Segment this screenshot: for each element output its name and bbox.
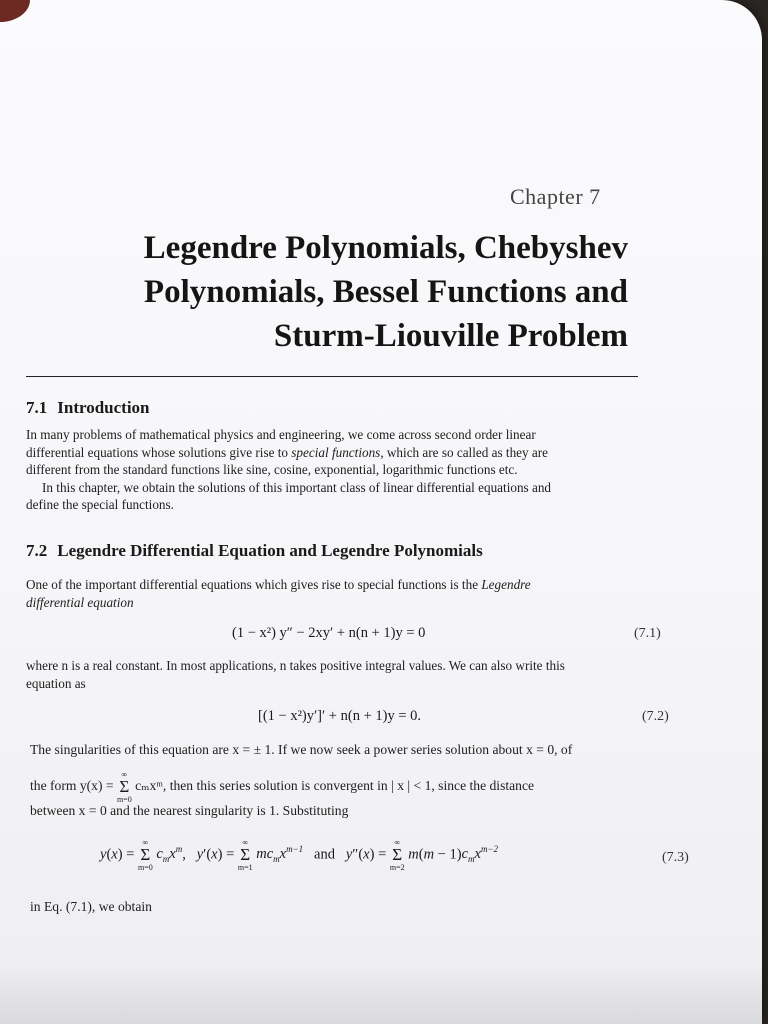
text-line: In many problems of mathematical physics and engineering, we come across second order linear bbox=[26, 427, 536, 442]
section-number: 7.2 bbox=[26, 541, 48, 560]
closing-line: in Eq. (7.1), we obtain bbox=[30, 899, 152, 914]
section-number: 7.1 bbox=[26, 398, 48, 417]
equation-7-1: (1 − x²) y″ − 2xy′ + n(n + 1)y = 0 bbox=[232, 625, 426, 641]
equation-number-7-3: (7.3) bbox=[662, 850, 689, 865]
text-line: different from the standard functions like sine, cosine, exponential, logarithmic functions etc. bbox=[26, 462, 518, 477]
section-heading-7-1 bbox=[26, 398, 150, 418]
text-line: One of the important differential equations which gives rise to special functions is the Legendre bbox=[26, 577, 531, 592]
section-heading-7-2 bbox=[26, 541, 483, 561]
summation-symbol: ∞ Σ m=0 bbox=[116, 770, 132, 804]
page-bottom-shadow bbox=[0, 964, 762, 1024]
section-title: Introduction bbox=[57, 398, 150, 417]
emphasis: special functions bbox=[291, 444, 381, 460]
title-line-2: Polynomials, Bessel Functions and bbox=[143, 274, 628, 310]
constant-paragraph bbox=[26, 657, 672, 692]
equation-number-7-2: (7.2) bbox=[642, 709, 669, 724]
text-line: where n is a real constant. In most applications, n takes positive integral values. We can also write this bbox=[26, 658, 565, 673]
series-form-line: the form y(x) = ∞ Σ m=0 cₘxᵐ, then this series solution is convergent in | x | < 1, since the distance bbox=[30, 770, 535, 804]
section-title: Legendre Differential Equation and Legendre Polynomials bbox=[57, 541, 483, 560]
title-line-1: Legendre Polynomials, Chebyshev bbox=[143, 230, 628, 266]
text-line: differential equation bbox=[26, 594, 134, 610]
intro-paragraph bbox=[26, 426, 646, 514]
text-line: define the special functions. bbox=[26, 497, 174, 512]
equation-7-3: y(x) = ∞ Σ m=0 $c_mx^m$, y′(x) = ∞ Σ m=1 $mc_mx^{m-1}$ and y″(x) = ∞ Σ m=2 $m(m - 1)c_mx^{m-2}$ bbox=[100, 838, 499, 872]
chapter-label: Chapter 7 bbox=[510, 184, 601, 209]
text-line: differential equations whose solutions give rise to special functions, which are so called as they are bbox=[26, 444, 549, 460]
equation-number-7-1: (7.1) bbox=[634, 626, 661, 641]
title-line-3: Sturm-Liouville Problem bbox=[273, 318, 628, 354]
singularity-line: The singularities of this equation are x = ± 1. If we now seek a power series solution about x = 0, of bbox=[30, 742, 573, 757]
chapter-title bbox=[144, 226, 628, 358]
page-corner-shadow bbox=[0, 0, 30, 22]
legendre-intro bbox=[26, 576, 658, 611]
text-line: In this chapter, we obtain the solutions of this important class of linear differential equations and bbox=[42, 479, 552, 495]
text-line: equation as bbox=[26, 675, 86, 691]
between-line: between x = 0 and the nearest singularity is 1. Substituting bbox=[30, 803, 349, 818]
equation-7-2: [(1 − x²)y′]′ + n(n + 1)y = 0. bbox=[258, 708, 421, 724]
title-rule bbox=[26, 376, 638, 377]
